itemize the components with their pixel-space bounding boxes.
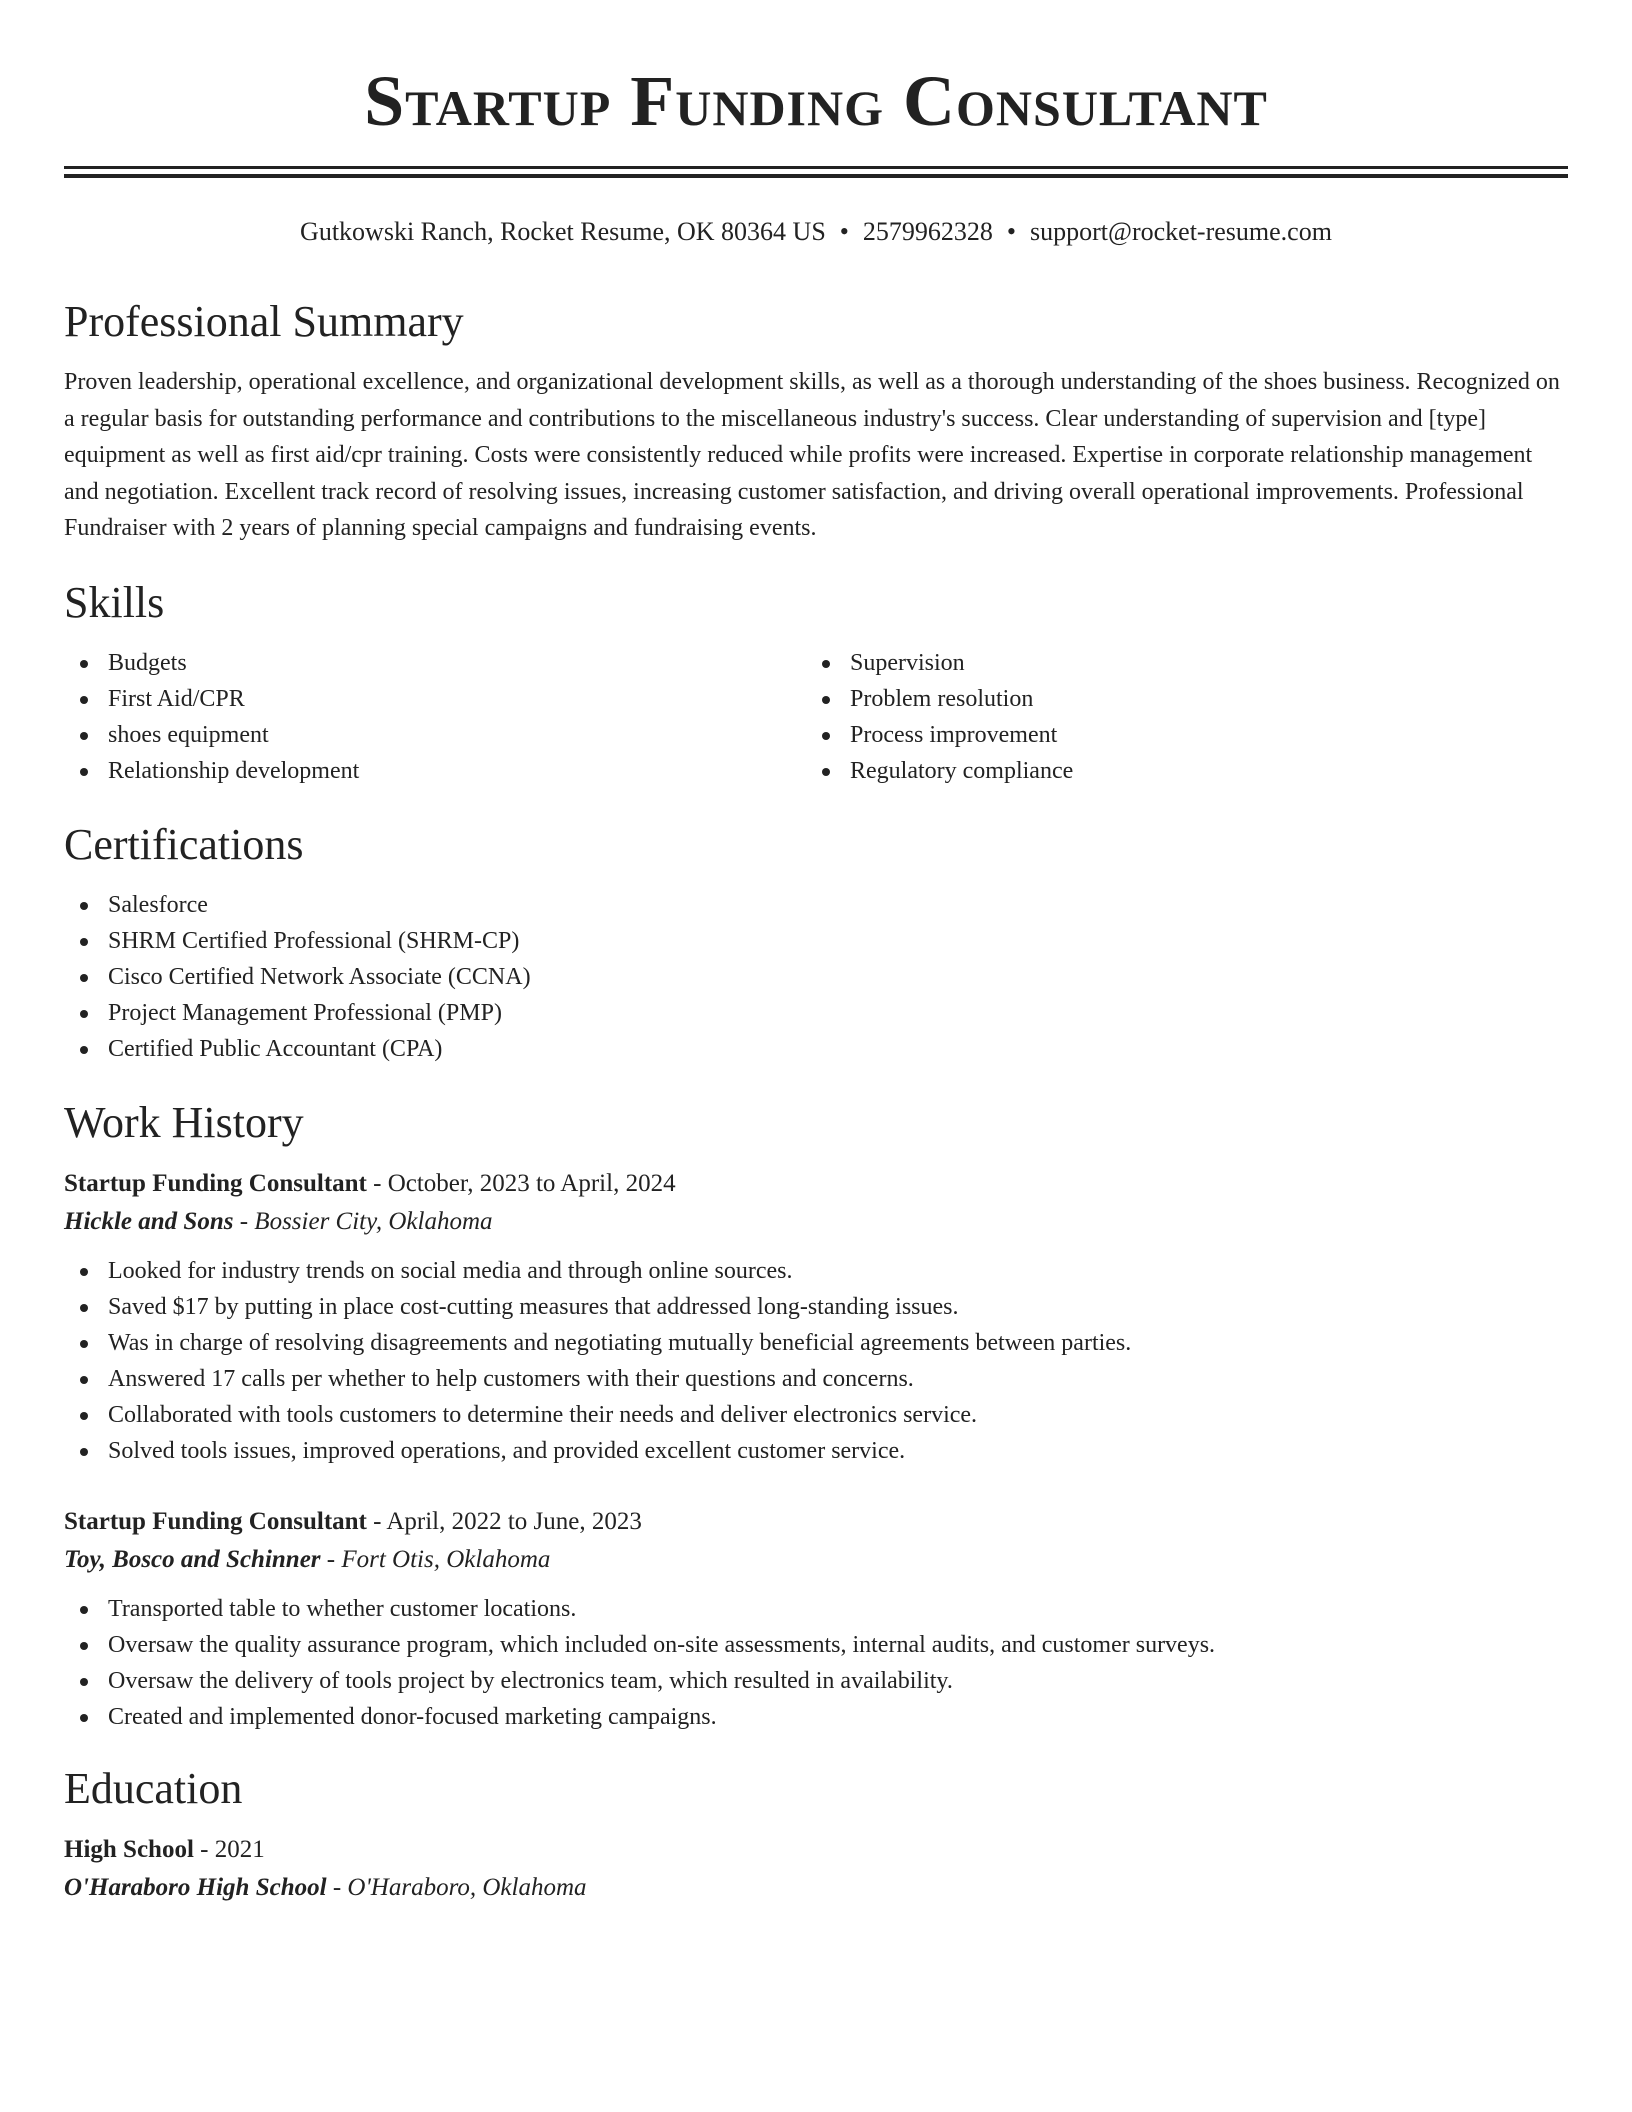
- bullet-icon: [80, 938, 88, 946]
- education-degree: High School: [64, 1835, 194, 1863]
- bullet-icon: [80, 1268, 88, 1276]
- bullet-icon: [80, 1010, 88, 1018]
- bullet-icon: [822, 660, 830, 668]
- certifications-heading: Certifications: [64, 819, 304, 869]
- bullet-icon: [822, 768, 830, 776]
- certification-item: Certified Public Accountant (CPA): [64, 1031, 1568, 1067]
- skills-heading: Skills: [64, 577, 165, 627]
- job-bullet: Solved tools issues, improved operations, and provided excellent customer service.: [64, 1433, 1568, 1469]
- bullet-icon: [80, 696, 88, 704]
- bullet-icon: [80, 1714, 88, 1722]
- bullet-icon: [80, 1412, 88, 1420]
- certifications-section: [64, 817, 1568, 1067]
- work-history-section: [64, 1095, 1568, 1735]
- job-bullet: Created and implemented donor-focused marketing campaigns.: [64, 1699, 1568, 1735]
- contact-separator: •: [1006, 217, 1017, 246]
- contact-email: support@rocket-resume.com: [1030, 217, 1332, 246]
- job-bullet: Oversaw the quality assurance program, which included on-site assessments, internal audits, and customer surveys.: [64, 1627, 1568, 1663]
- contact-phone: 2579962328: [862, 217, 993, 246]
- skill-item: Problem resolution: [806, 681, 1548, 717]
- bullet-icon: [80, 1304, 88, 1312]
- certification-item: Project Management Professional (PMP): [64, 995, 1568, 1031]
- skill-item: Process improvement: [806, 717, 1548, 753]
- resume-title: Startup Funding Consultant: [364, 61, 1268, 141]
- job-company-line: [64, 1203, 1568, 1241]
- skill-item: Budgets: [64, 645, 806, 681]
- job-company: Toy, Bosco and Schinner: [64, 1545, 321, 1573]
- job-bullets: [64, 1591, 1568, 1735]
- job-bullet: Saved $17 by putting in place cost-cutting measures that addressed long-standing issues.: [64, 1289, 1568, 1325]
- education-location: - O'Haraboro, Oklahoma: [326, 1873, 587, 1901]
- bullet-icon: [80, 660, 88, 668]
- summary-text: Proven leadership, operational excellence, and organizational development skills, as well as a thorough understanding of the shoes business. Recognized on a regular basis for outstanding performance and contributions to the miscellaneous industry's success. Clear understanding of supervision and [type] equipment as well as first aid/cpr training. Costs were consistently reduced while profits were increased. Expertise in corporate relationship management and negotiation. Excellent track record of resolving issues, increasing customer satisfaction, and driving overall operational improvements. Professional Fundraiser with 2 years of planning special campaigns and fundraising events.: [64, 369, 1560, 541]
- bullet-icon: [80, 732, 88, 740]
- contact-line: [64, 214, 1568, 250]
- skill-item: Relationship development: [64, 753, 806, 789]
- bullet-icon: [80, 902, 88, 910]
- skills-section: [64, 575, 1568, 789]
- job-title: Startup Funding Consultant: [64, 1169, 367, 1197]
- skill-item: First Aid/CPR: [64, 681, 806, 717]
- skill-item: Regulatory compliance: [806, 753, 1548, 789]
- work-history-heading: Work History: [64, 1097, 304, 1147]
- bullet-icon: [80, 1340, 88, 1348]
- job-bullet: Oversaw the delivery of tools project by electronics team, which resulted in availability.: [64, 1663, 1568, 1699]
- education-section: [64, 1761, 1568, 1907]
- education-year: - 2021: [193, 1835, 265, 1863]
- skill-item: shoes equipment: [64, 717, 806, 753]
- summary-heading: Professional Summary: [64, 297, 464, 346]
- job-entry: [64, 1165, 1568, 1469]
- skills-list-right: [806, 645, 1548, 789]
- job-company-line: [64, 1541, 1568, 1579]
- job-bullet: Transported table to whether customer locations.: [64, 1591, 1568, 1627]
- certification-item: Salesforce: [64, 887, 1568, 923]
- job-header: [64, 1503, 1568, 1541]
- contact-separator: •: [839, 217, 849, 246]
- education-heading: Education: [64, 1763, 243, 1813]
- bullet-icon: [80, 1606, 88, 1614]
- job-company: Hickle and Sons: [64, 1207, 234, 1235]
- bullet-icon: [80, 1642, 88, 1650]
- job-title: Startup Funding Consultant: [64, 1507, 367, 1535]
- certifications-list: [64, 887, 1568, 1067]
- job-bullet: Answered 17 calls per whether to help customers with their questions and concerns.: [64, 1361, 1568, 1397]
- summary-section: [64, 294, 1568, 547]
- title-divider: [64, 166, 1568, 178]
- skills-grid: [64, 645, 1568, 789]
- bullet-icon: [80, 1046, 88, 1054]
- education-header: [64, 1831, 1568, 1869]
- education-school-line: [64, 1869, 1568, 1907]
- job-bullets: [64, 1253, 1568, 1469]
- job-bullet: Was in charge of resolving disagreements and negotiating mutually beneficial agreements between parties.: [64, 1325, 1568, 1361]
- bullet-icon: [80, 1376, 88, 1384]
- bullet-icon: [80, 974, 88, 982]
- bullet-icon: [822, 732, 830, 740]
- job-entry: [64, 1503, 1568, 1735]
- job-dates: - April, 2022 to June, 2023: [366, 1507, 642, 1535]
- bullet-icon: [80, 768, 88, 776]
- skill-item: Supervision: [806, 645, 1548, 681]
- bullet-icon: [80, 1448, 88, 1456]
- job-location: - Bossier City, Oklahoma: [233, 1207, 493, 1235]
- education-school: O'Haraboro High School: [64, 1873, 327, 1901]
- certification-item: SHRM Certified Professional (SHRM-CP): [64, 923, 1568, 959]
- job-header: [64, 1165, 1568, 1203]
- bullet-icon: [822, 696, 830, 704]
- certification-item: Cisco Certified Network Associate (CCNA): [64, 959, 1568, 995]
- job-bullet: Collaborated with tools customers to determine their needs and deliver electronics service.: [64, 1397, 1568, 1433]
- skills-list-left: [64, 645, 806, 789]
- contact-address: Gutkowski Ranch, Rocket Resume, OK 80364 US: [300, 217, 826, 246]
- job-dates: - October, 2023 to April, 2024: [366, 1169, 676, 1197]
- job-location: - Fort Otis, Oklahoma: [320, 1545, 551, 1573]
- bullet-icon: [80, 1678, 88, 1686]
- job-bullet: Looked for industry trends on social media and through online sources.: [64, 1253, 1568, 1289]
